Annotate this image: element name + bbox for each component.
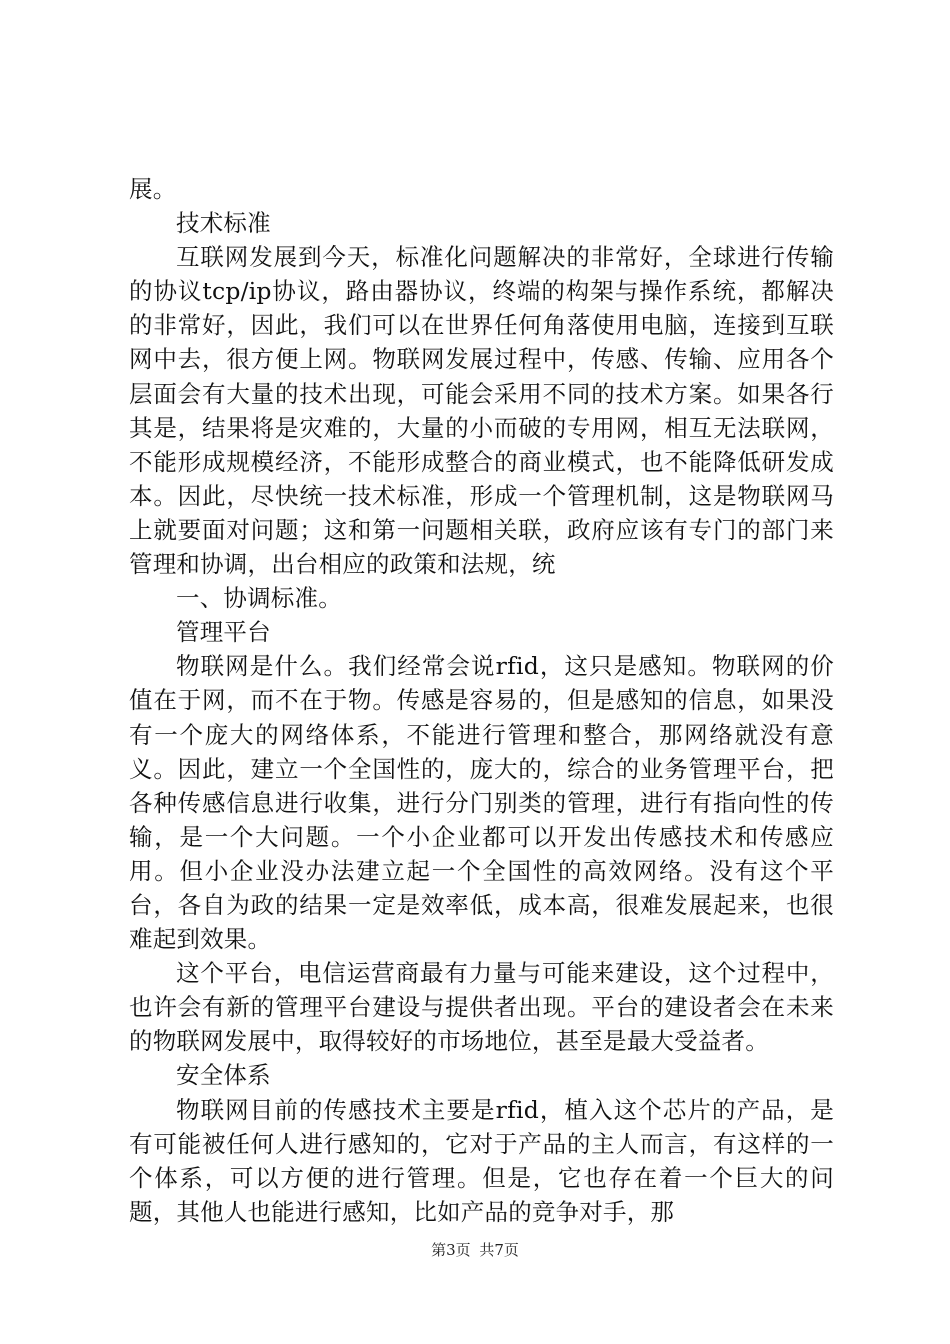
paragraph-tech-standard: 互联网发展到今天，标准化问题解决的非常好，全球进行传输的协议tcp/ip协议，路由器协议，终端的构架与操作系统，都解决的非常好，因此，我们可以在世界任何角落使用电脑，连接到互联网中去，很方便上网。物联网发展过程中，传感、传输、应用各个层面会有大量的技术出现，可能会采用不同的技术方案。如果各行其是，结果将是灾难的，大量的小而破的专用网，相互无法联网，不能形成规模经济，不能形成整合的商业模式，也不能降低研发成本。因此，尽快统一技术标准，形成一个管理机制，这是物联网马上就要面对问题；这和第一问题相关联，政府应该有专门的部门来管理和协调，出台相应的政策和法规，统 [129, 243, 834, 579]
section-heading-tech-standard: 技术标准 [176, 209, 271, 238]
section-line-coordinate-standard: 一、协调标准。 [176, 584, 342, 613]
section-heading-management-platform: 管理平台 [176, 618, 271, 647]
paragraph-management-platform: 物联网是什么。我们经常会说rfid，这只是感知。物联网的价值在于网，而不在于物。传感是容易的，但是感知的信息，如果没有一个庞大的网络体系，不能进行管理和整合，那网络就没有意义。因此，建立一个全国性的，庞大的，综合的业务管理平台，把各种传感信息进行收集，进行分门别类的管理，进行有指向性的传输，是一个大问题。一个小企业都可以开发出传感技术和传感应用。但小企业没办法建立起一个全国性的高效网络。没有这个平台，各自为政的结果一定是效率低，成本高，很难发展起来，也很难起到效果。 [129, 652, 834, 954]
paragraph-security-system: 物联网目前的传感技术主要是rfid，植入这个芯片的产品，是有可能被任何人进行感知的，它对于产品的主人而言，有这样的一个体系，可以方便的进行管理。但是，它也存在着一个巨大的问题，其他人也能进行感知，比如产品的竞争对手，那 [129, 1095, 834, 1226]
page-footer [0, 1240, 950, 1260]
paragraph-platform-builders: 这个平台，电信运营商最有力量与可能来建设，这个过程中，也许会有新的管理平台建设与提供者出现。平台的建设者会在未来的物联网发展中，取得较好的市场地位，甚至是最大受益者。 [129, 959, 834, 1056]
section-heading-security-system: 安全体系 [176, 1061, 271, 1090]
paragraph-continuation: 展。 [129, 175, 177, 203]
page-total: 共7页 [479, 1241, 519, 1259]
document-body [129, 172, 834, 1229]
page-number: 第3页 [431, 1241, 471, 1259]
